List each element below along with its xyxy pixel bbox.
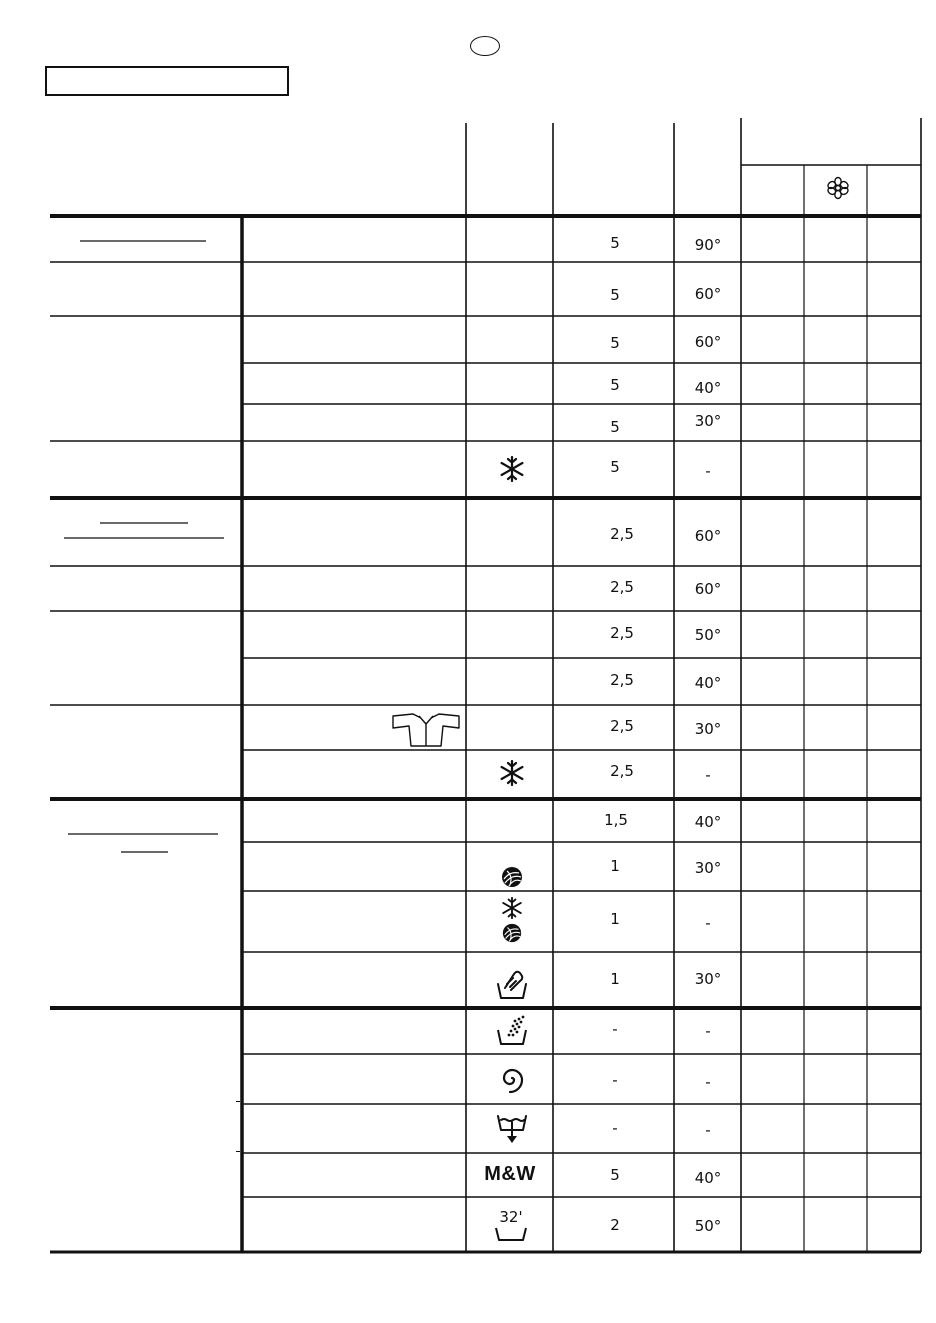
load-value: 1,5 xyxy=(604,811,628,829)
load-value: 2,5 xyxy=(610,671,634,689)
load-value: 5 xyxy=(610,234,620,252)
temperature-value: 40° xyxy=(694,379,722,397)
load-value: 2,5 xyxy=(610,717,634,735)
rapid-duration-label: 32' xyxy=(499,1208,523,1226)
temperature-value: 30° xyxy=(694,970,722,988)
temperature-value: - xyxy=(705,766,711,784)
temperature-value: - xyxy=(705,1073,711,1091)
load-value: - xyxy=(612,1020,618,1038)
flower-softener-icon xyxy=(826,176,850,200)
load-value: - xyxy=(612,1071,618,1089)
temperature-value: 40° xyxy=(694,813,722,831)
load-value: 5 xyxy=(610,418,620,436)
temperature-value: 50° xyxy=(694,626,722,644)
temperature-value: 60° xyxy=(694,527,722,545)
temperature-value: - xyxy=(705,914,711,932)
hand-wash-icon xyxy=(496,966,528,1000)
rinse-shower-icon xyxy=(496,1014,528,1046)
snowflake-icon xyxy=(501,897,523,919)
edge-mark xyxy=(236,1101,240,1102)
temperature-value: 30° xyxy=(694,720,722,738)
temperature-value: 90° xyxy=(694,236,722,254)
load-value: 5 xyxy=(610,1166,620,1184)
temperature-value: 40° xyxy=(694,674,722,692)
load-value: 5 xyxy=(610,286,620,304)
load-value: 5 xyxy=(610,376,620,394)
load-value: 1 xyxy=(610,857,620,875)
load-value: 1 xyxy=(610,910,620,928)
temperature-value: - xyxy=(705,1022,711,1040)
temperature-value: 50° xyxy=(694,1217,722,1235)
load-value: 2,5 xyxy=(610,762,634,780)
snowflake-icon xyxy=(499,456,525,482)
drain-icon xyxy=(496,1112,528,1144)
load-value: 1 xyxy=(610,970,620,988)
temperature-value: 60° xyxy=(694,285,722,303)
load-value: 5 xyxy=(610,334,620,352)
temperature-value: - xyxy=(705,1121,711,1139)
temperature-value: 30° xyxy=(694,859,722,877)
load-value: 5 xyxy=(610,458,620,476)
shirt-icon xyxy=(391,712,461,748)
load-value: 2,5 xyxy=(610,624,634,642)
temperature-value: - xyxy=(705,462,711,480)
spin-spiral-icon xyxy=(498,1066,526,1094)
load-value: 2,5 xyxy=(610,525,634,543)
load-value: 2 xyxy=(610,1216,620,1234)
load-value: 2,5 xyxy=(610,578,634,596)
rapid-32-icon xyxy=(493,1210,529,1242)
wool-ball-icon xyxy=(500,865,524,889)
temperature-value: 60° xyxy=(694,580,722,598)
load-value: - xyxy=(612,1119,618,1137)
temperature-value: 60° xyxy=(694,333,722,351)
temperature-value: 40° xyxy=(694,1169,722,1187)
snowflake-icon xyxy=(499,760,525,786)
wool-ball-icon xyxy=(501,922,523,944)
edge-mark xyxy=(236,1151,240,1152)
temperature-value: 30° xyxy=(694,412,722,430)
mw-label-icon: M&W xyxy=(484,1163,536,1185)
